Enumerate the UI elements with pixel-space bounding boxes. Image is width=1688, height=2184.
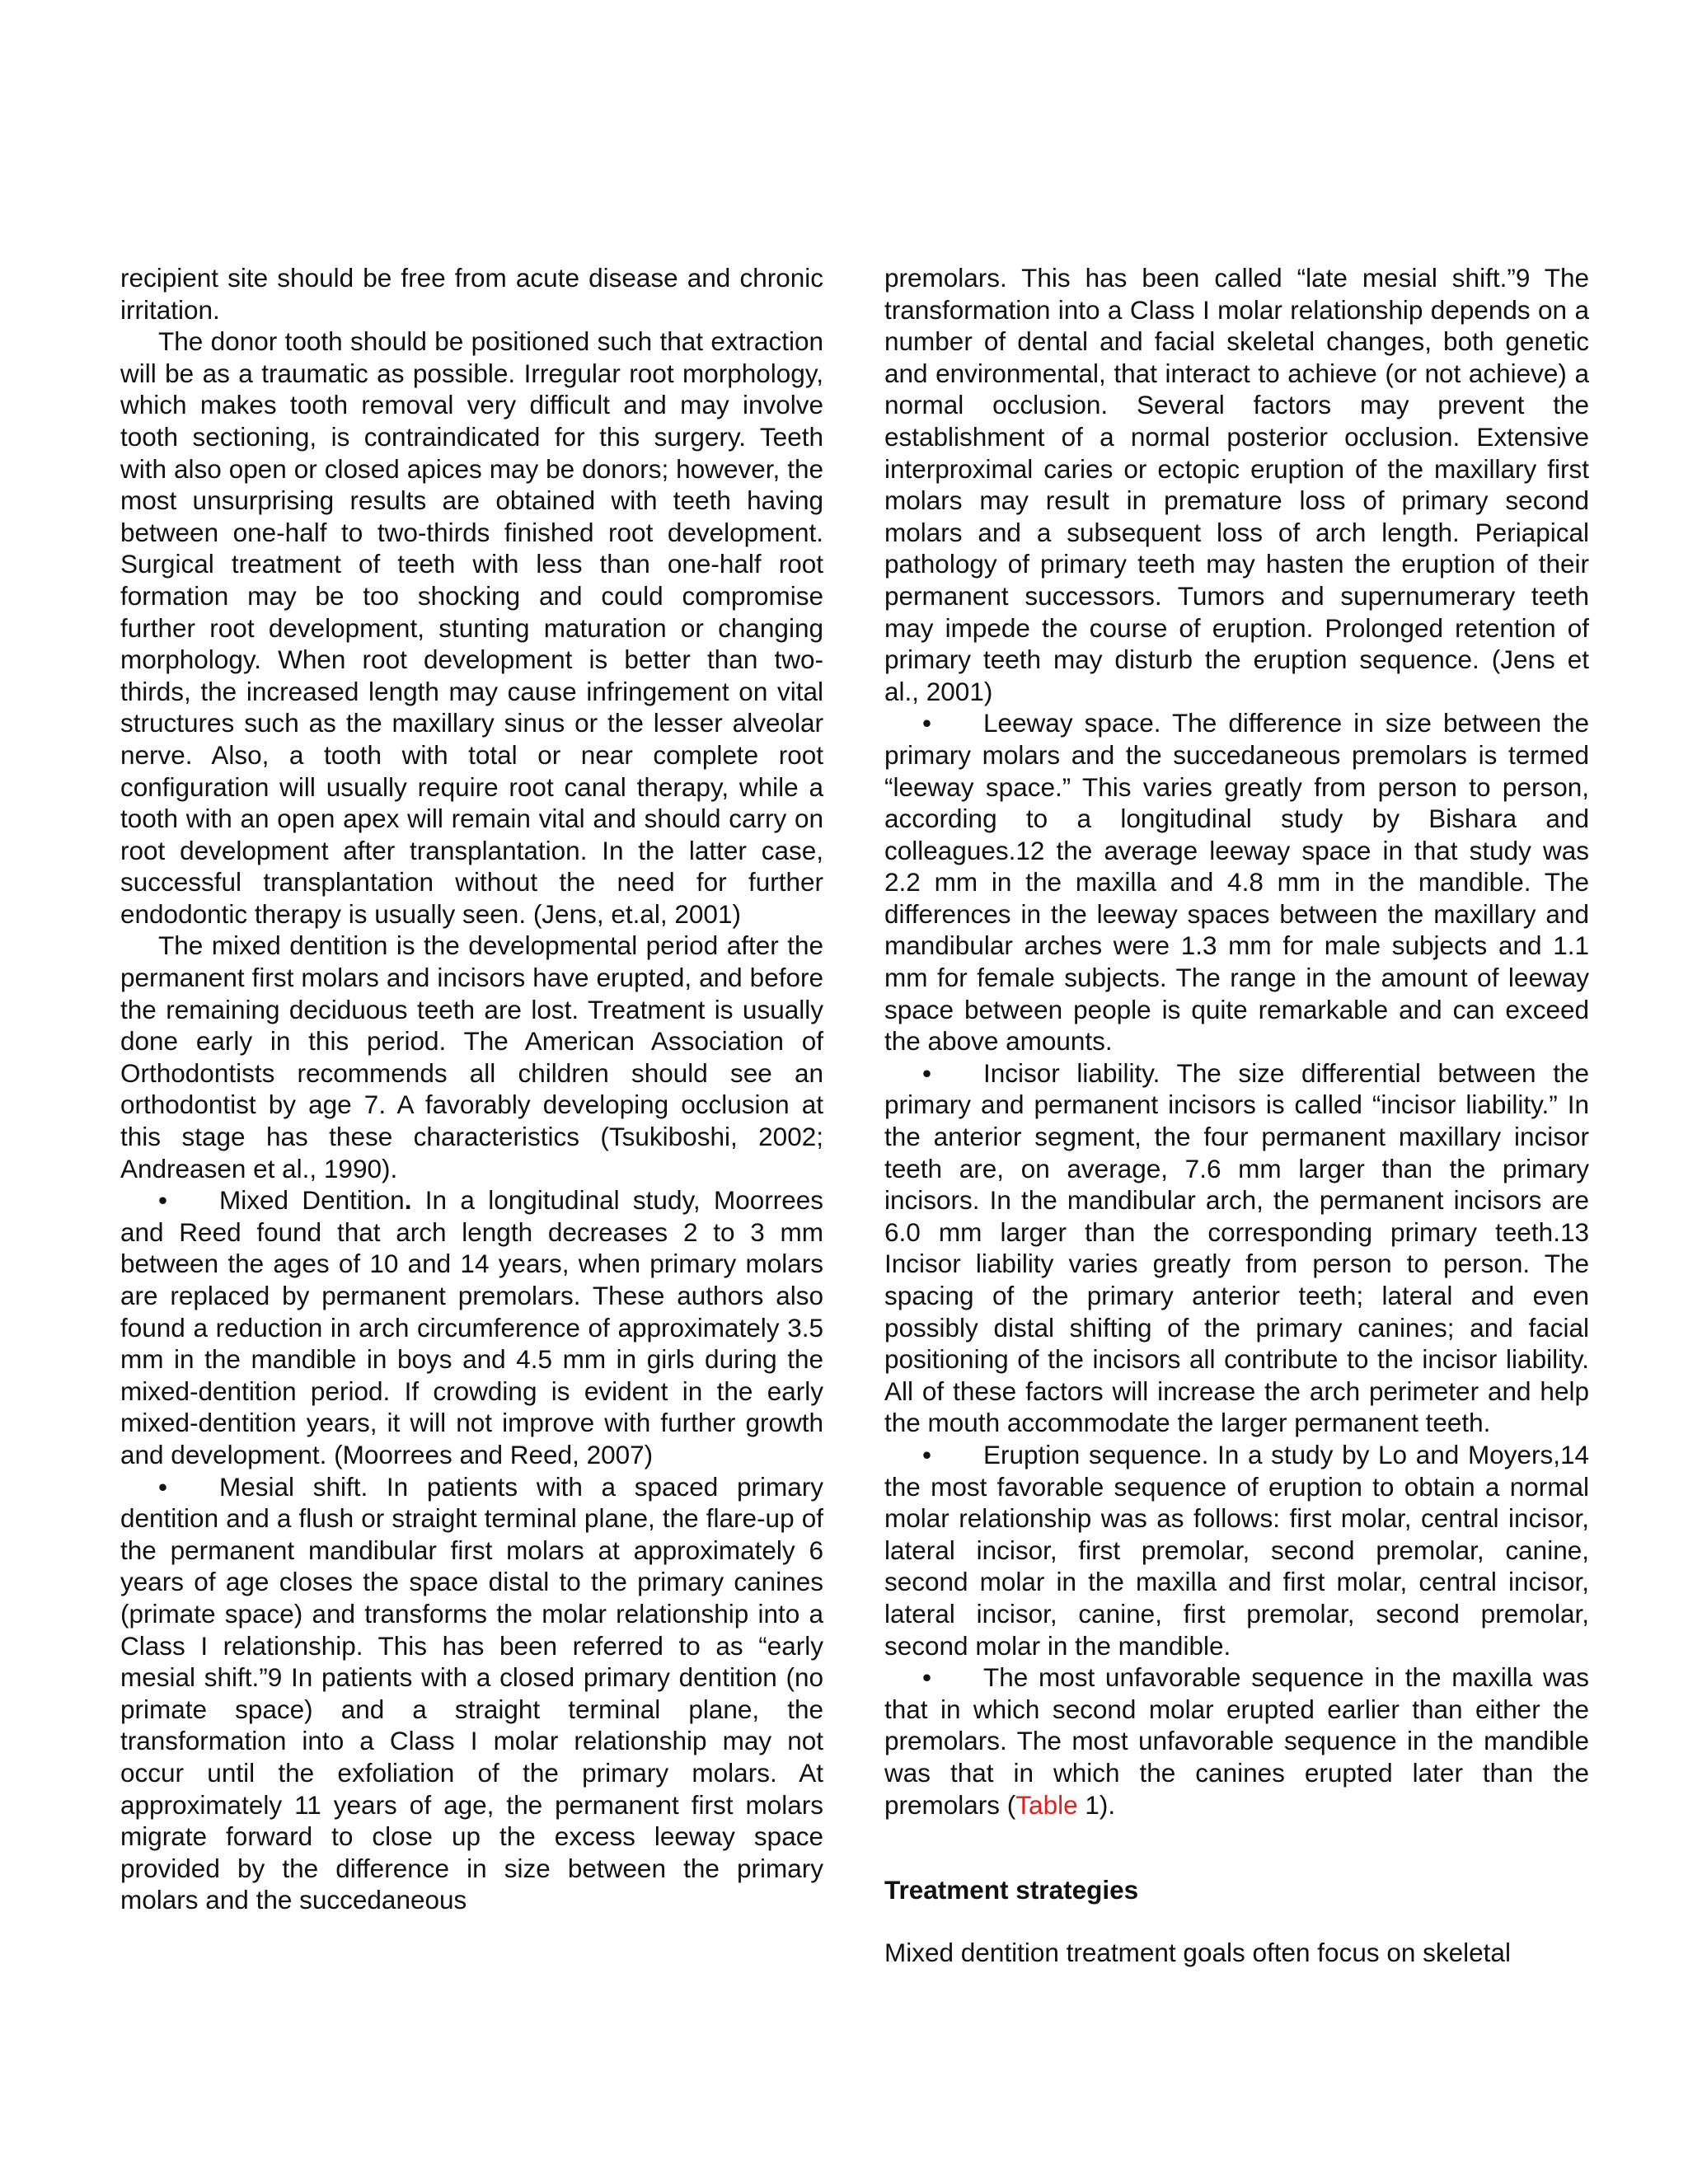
bullet-mixed-dentition	[120, 1184, 823, 1470]
bullet-lead-label: Mixed Dentition	[219, 1185, 405, 1216]
bullet-body-text: Mesial shift. In patients with a spaced primary dentition and a flush or straight terminal plane, the flare-up of the permanent mandibular first molars at approximately 6 years of age closes the space distal to the primary canines (primate space) and transforms the molar relationship into a Class I relationship. This has been referred to as “early mesial shift.”9 In patients with a closed primary dentition (no primate space) and a straight terminal plane, the transformation into a Class I molar relationship may not occur until the exfoliation of the primary molars. At approximately 11 years of age, the permanent first molars migrate forward to close up the excess leeway space provided by the difference in size between the primary molars and the succedaneous	[120, 1471, 823, 1915]
table-reference-link[interactable]: Table	[1015, 1789, 1085, 1820]
bullet-icon: •	[922, 1662, 932, 1693]
bullet-body-text: The most unfavorable sequence in the maxilla was that in which second molar erupted earlier than either the premolars. The most unfavorable sequence in the mandible was that in which the canines erupted later than the premolars (	[884, 1662, 1589, 1820]
bullet-incisor-liability	[884, 1057, 1589, 1439]
bullet-leeway-space	[884, 707, 1589, 1057]
bullet-lead-period: .	[404, 1185, 412, 1216]
paragraph-mixed-dentition-intro: The mixed dentition is the developmental period after the permanent first molars and incisors have erupted, and before the remaining deciduous teeth are lost. Treatment is usually done early in this period. The American Association of Orthodontists recommends all children should see an orthodontist by age 7. A favorably developing occlusion at this stage has these characteristics (Tsukiboshi, 2002; Andreasen et al., 1990).	[120, 930, 823, 1183]
bullet-body-text-end: ).	[1099, 1789, 1116, 1820]
paragraph-late-mesial-shift: premolars. This has been called “late mesial shift.”9 The transformation into a Class I molar relationship depends on a number of dental and facial skeletal changes, both genetic and environmental, that interact to achieve (or not achieve) a normal occlusion. Several factors may prevent the establishment of a normal posterior occlusion. Extensive interproximal caries or ectopic eruption of the maxillary first molars may result in premature loss of primary second molars and a subsequent loss of arch length. Periapical pathology of primary teeth may hasten the eruption of their permanent successors. Tumors and supernumerary teeth may impede the course of eruption. Prolonged retention of primary teeth may disturb the eruption sequence. (Jens et al., 2001)	[884, 263, 1589, 706]
bullet-body-text: In a longitudinal study, Moorrees and Reed found that arch length decreases 2 to 3 mm between the ages of 10 and 14 years, when primary molars are replaced by permanent premolars. These authors also found a reduction in arch circumference of approximately 3.5 mm in the mandible in boys and 4.5 mm in girls during the mixed-dentition period. If crowding is evident in the early mixed-dentition years, it will not improve with further growth and development. (Moorrees and Reed, 2007)	[120, 1185, 824, 1469]
bullet-unfavorable-sequence	[884, 1661, 1589, 1821]
bullet-icon: •	[922, 708, 932, 738]
right-column	[884, 262, 1589, 1968]
bullet-icon: •	[158, 1185, 168, 1216]
bullet-body-text: Eruption sequence. In a study by Lo and Moyers,14 the most favorable sequence of eruption to obtain a normal molar relationship was as follows: first molar, central incisor, lateral incisor, first premolar, second premolar, canine, second molar in the maxilla and first molar, central incisor, lateral incisor, canine, first premolar, second premolar, second molar in the mandible.	[884, 1439, 1589, 1661]
bullet-icon: •	[922, 1439, 932, 1469]
bullet-icon: •	[922, 1057, 932, 1088]
paragraph-treatment-goals: Mixed dentition treatment goals often focus on skeletal	[884, 1937, 1511, 1967]
table-reference-number: 1	[1085, 1789, 1100, 1820]
bullet-body-text: Incisor liability. The size differential between the primary and permanent incisors is called “incisor liability.” In the anterior segment, the four permanent maxillary incisor teeth are, on average, 7.6 mm larger than the primary incisors. In the mandibular arch, the permanent incisors are 6.0 mm larger than the corresponding primary teeth.13 Incisor liability varies greatly from person to person. The spacing of the primary anterior teeth; lateral and even possibly distal shifting of the primary canines; and facial positioning of the incisors all contribute to the incisor liability. All of these factors will increase the arch perimeter and help the mouth accommodate the larger permanent teeth.	[884, 1057, 1589, 1438]
bullet-body-text: Leeway space. The difference in size between the primary molars and the succedaneous premolars is termed “leeway space.” This varies greatly from person to person, according to a longitudinal study by Bishara and colleagues.12 the average leeway space in that study was 2.2 mm in the maxilla and 4.8 mm in the mandible. The differences in the leeway spaces between the maxillary and mandibular arches were 1.3 mm for male subjects and 1.1 mm for female subjects. The range in the amount of leeway space between people is quite remarkable and can exceed the above amounts.	[884, 708, 1589, 1057]
paragraph-donor-tooth: The donor tooth should be positioned such that extraction will be as a traumatic as possible. Irregular root morphology, which makes tooth removal very difficult and may involve tooth sectioning, is contraindicated for this surgery. Teeth with also open or closed apices may be donors; however, the most unsurprising results are obtained with teeth having between one-half to two-thirds finished root development. Surgical treatment of teeth with less than one-half root formation may be too shocking and could compromise further root development, stunting maturation or changing morphology. When root development is better than two-thirds, the increased length may cause infringement on vital structures such as the maxillary sinus or the lesser alveolar nerve. Also, a tooth with total or near complete root configuration will usually require root canal therapy, while a tooth with an open apex will remain vital and should carry on root development after transplantation. In the latter case, successful transplantation without the need for further endodontic therapy is usually seen. (Jens, et.al, 2001)	[120, 326, 823, 929]
section-heading-treatment-strategies: Treatment strategies	[884, 1875, 1139, 1905]
bullet-icon: •	[158, 1471, 168, 1502]
bullet-eruption-sequence	[884, 1439, 1589, 1661]
left-column	[120, 262, 823, 1916]
bullet-mesial-shift	[120, 1471, 823, 1916]
paragraph-recipient-site: recipient site should be free from acute disease and chronic irritation.	[120, 263, 823, 325]
